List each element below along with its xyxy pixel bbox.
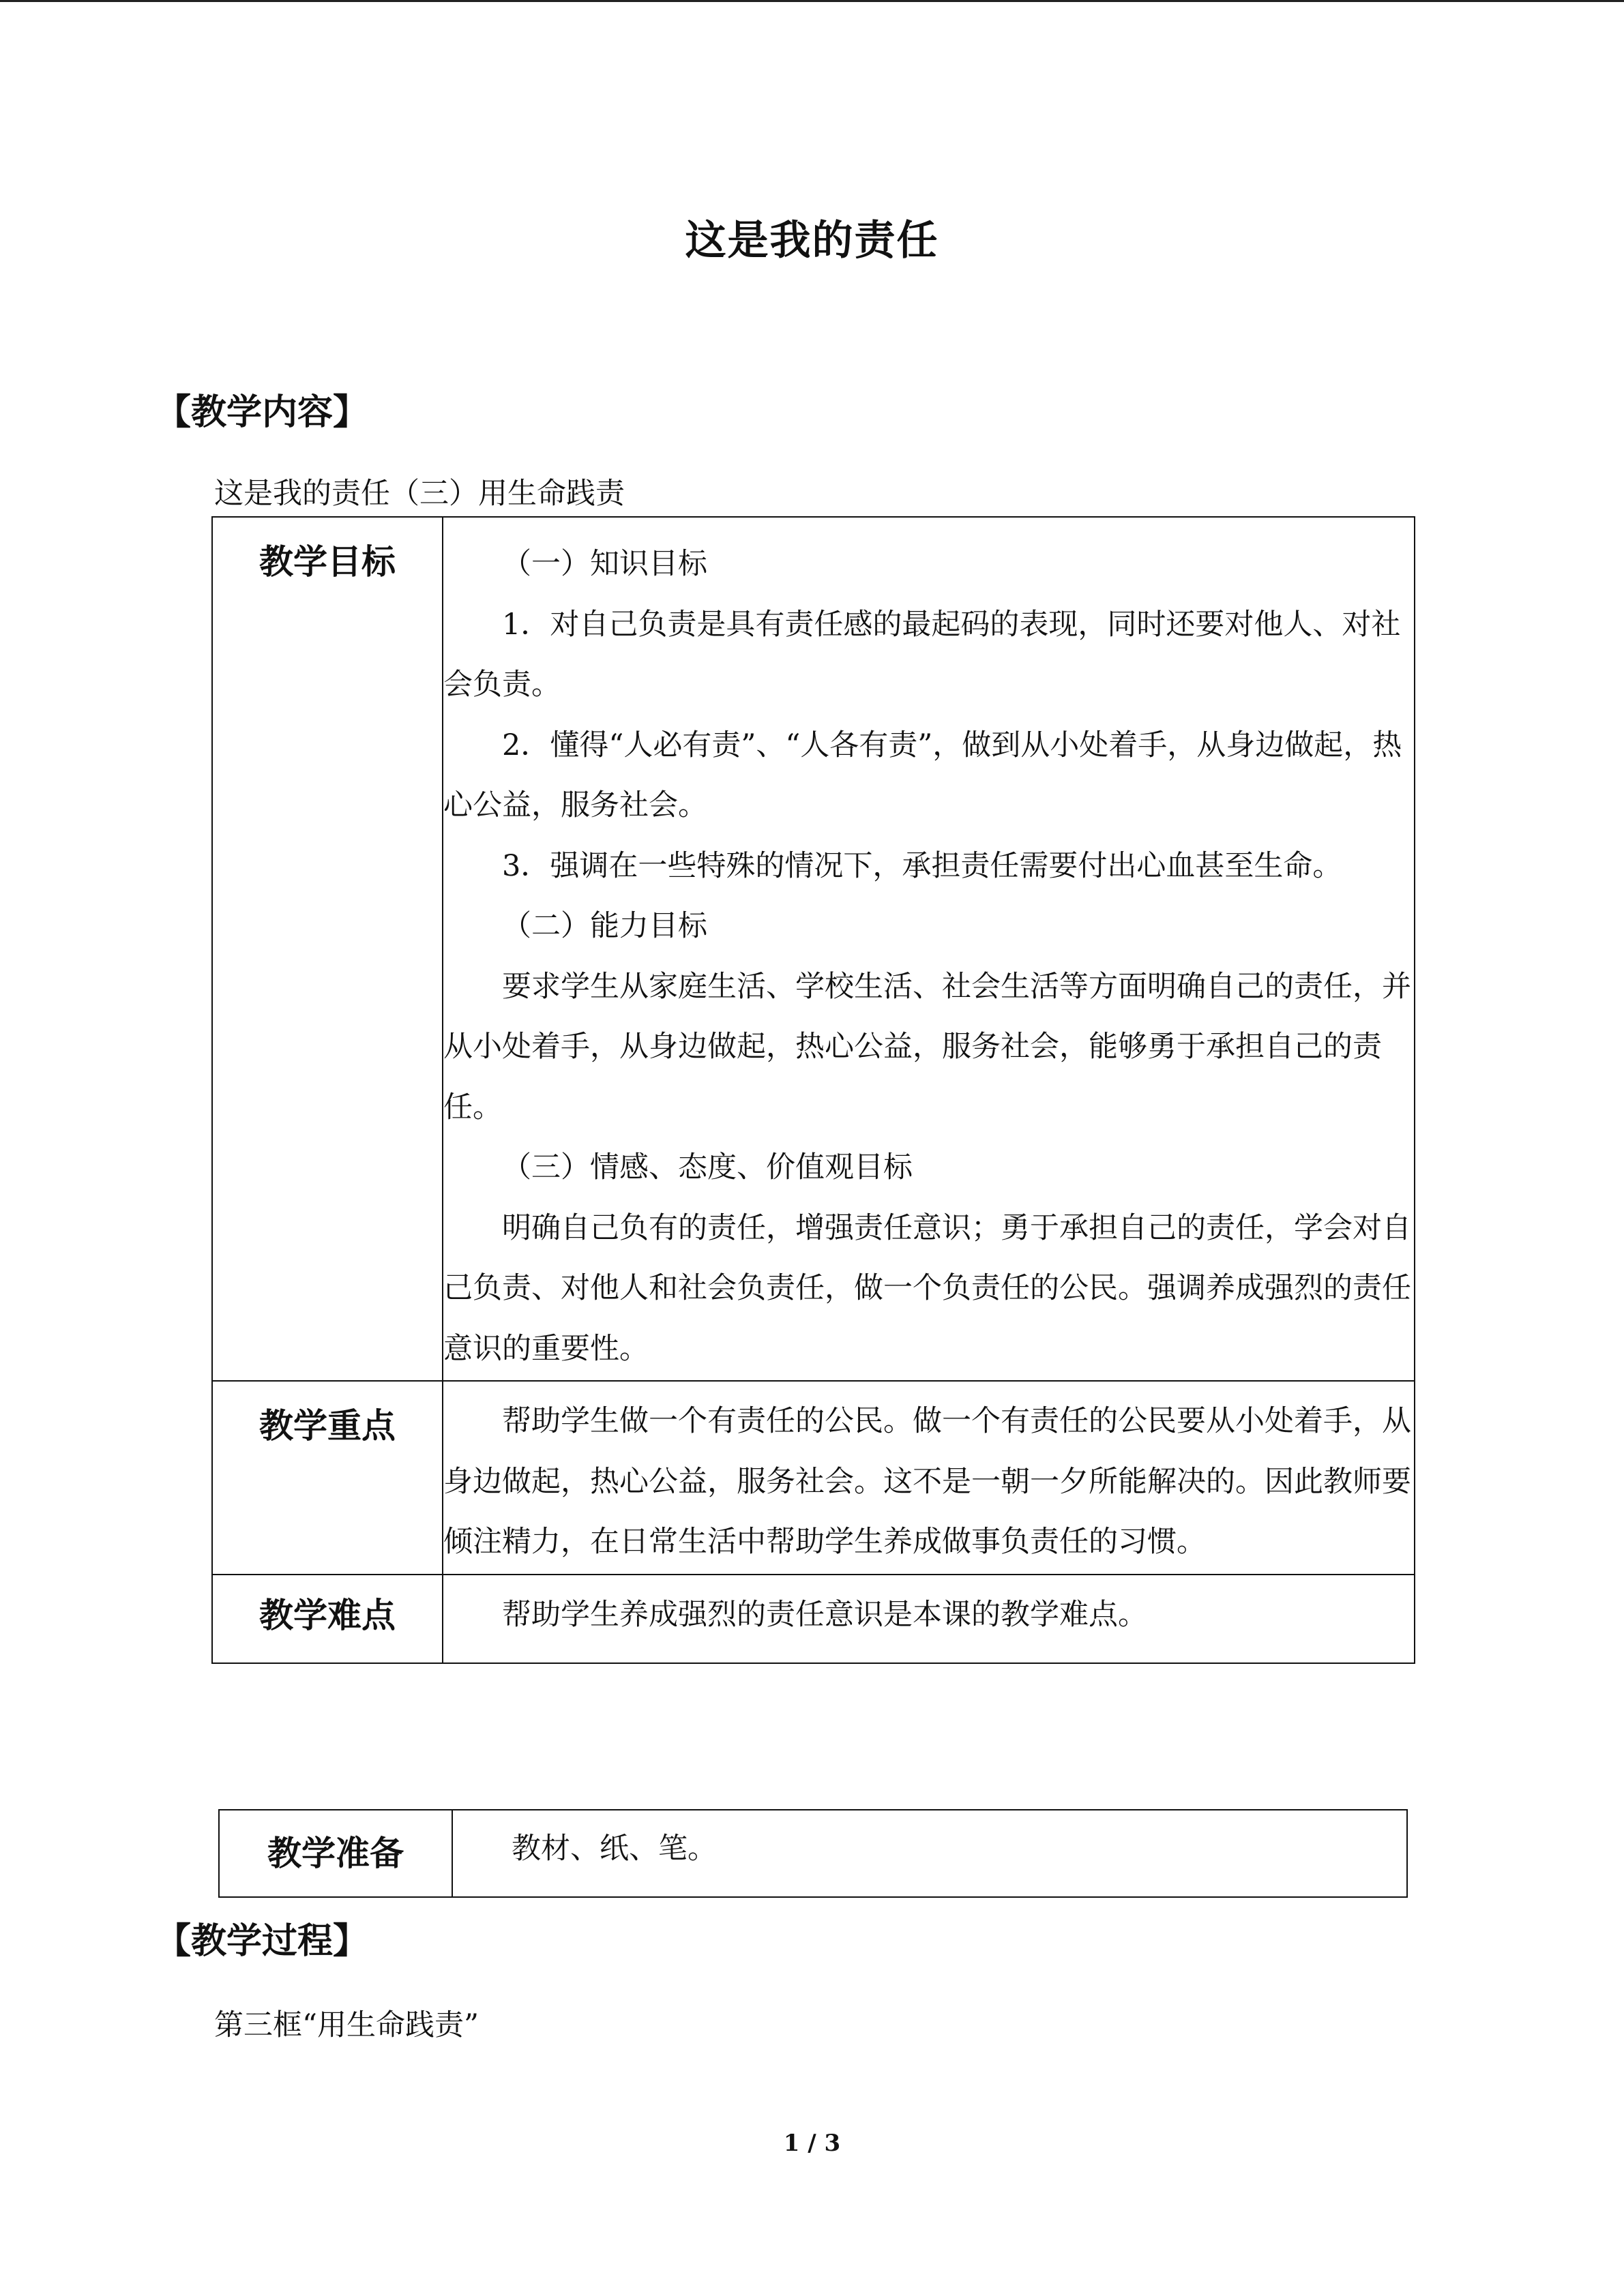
goals-line: 2．懂得“人必有责”、“人各有责”，做到从小处着手，从身边做起，热心公益，服务社会。 — [443, 728, 1402, 822]
prep-row — [219, 1810, 1407, 1897]
prep-content — [452, 1810, 1407, 1897]
goals-line: 1．对自己负责是具有责任感的最起码的表现，同时还要对他人、对社会负责。 — [443, 607, 1401, 702]
lesson-line: 这是我的责任（三）用生命践责 — [214, 477, 625, 511]
goals-line: （一）知识目标 — [502, 547, 707, 581]
prep-label: 教学准备 — [219, 1810, 452, 1897]
section-heading-process: 【教学过程】 — [156, 1921, 369, 1962]
goals-line: （三）情感、态度、价值观目标 — [502, 1150, 913, 1184]
section-heading-content: 【教学内容】 — [156, 392, 369, 433]
difficulty-row — [212, 1575, 1415, 1663]
goals-line: 明确自己负有的责任，增强责任意识；勇于承担自己的责任，学会对自己负责、对他人和社会负责任，做一个负责任的公民。强调养成强烈的责任意识的重要性。 — [443, 1210, 1411, 1366]
goals-line: 要求学生从家庭生活、学校生活、社会生活等方面明确自己的责任，并从小处着手，从身边做起，热心公益，服务社会，能够勇于承担自己的责任。 — [443, 969, 1411, 1124]
top-border-line — [0, 0, 1624, 2]
difficulty-text: 帮助学生养成强烈的责任意识是本课的教学难点。 — [502, 1597, 1147, 1632]
prep-text: 教材、纸、笔。 — [512, 1832, 717, 1866]
page-number: 1 / 3 — [783, 2130, 841, 2157]
goals-content — [443, 517, 1415, 1381]
objectives-table — [211, 516, 1415, 1664]
goals-label: 教学目标 — [212, 517, 443, 1381]
key-point-text: 帮助学生做一个有责任的公民。做一个有责任的公民要从小处着手，从身边做起，热心公益，服务社会。这不是一朝一夕所能解决的。因此教师要倾注精力，在日常生活中帮助学生养成做事负责任的习惯。 — [443, 1404, 1411, 1559]
page-title: 这是我的责任 — [685, 217, 939, 265]
difficulty-content — [443, 1575, 1415, 1663]
key-point-label: 教学重点 — [212, 1381, 443, 1575]
goals-line: 3．强调在一些特殊的情况下，承担责任需要付出心血甚至生命。 — [502, 848, 1342, 883]
prep-table — [218, 1809, 1408, 1898]
process-line: 第三框“用生命践责” — [214, 2008, 479, 2042]
goals-row — [212, 517, 1415, 1381]
goals-line: （二）能力目标 — [502, 909, 707, 943]
key-point-row — [212, 1381, 1415, 1575]
key-point-content — [443, 1381, 1415, 1575]
difficulty-label: 教学难点 — [212, 1575, 443, 1663]
